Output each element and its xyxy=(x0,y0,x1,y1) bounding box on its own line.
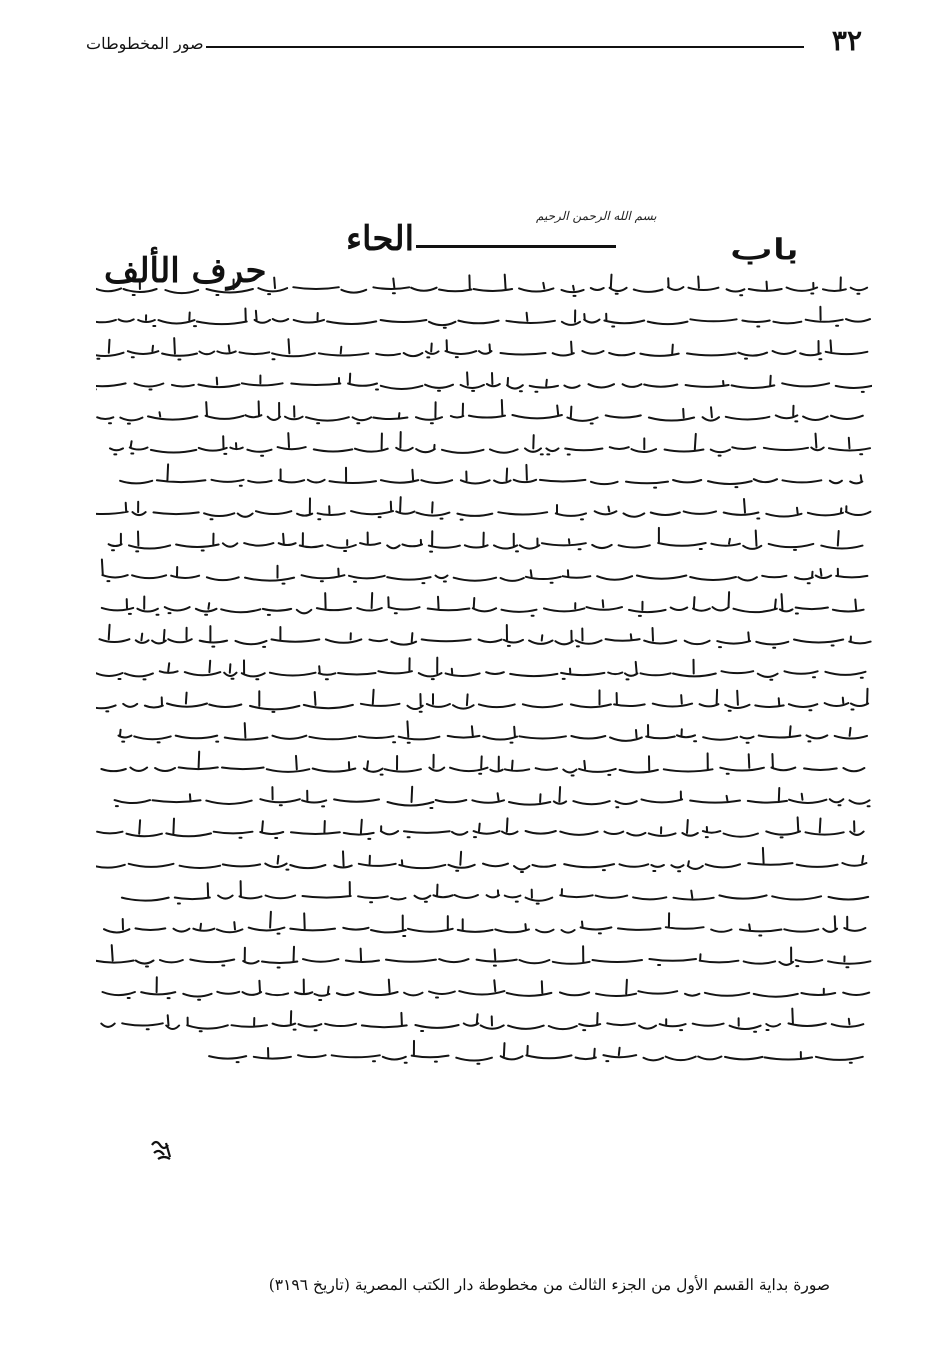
manuscript-line xyxy=(96,907,872,938)
script-strokes xyxy=(96,811,872,842)
manuscript-line xyxy=(96,715,872,746)
ink-stroke xyxy=(101,752,864,776)
ink-stroke xyxy=(96,338,867,359)
page-header xyxy=(86,26,862,56)
ink-stroke xyxy=(96,945,870,967)
ink-stroke xyxy=(120,464,862,487)
handwritten-script-lines xyxy=(96,267,872,1067)
script-strokes xyxy=(96,363,872,394)
script-strokes xyxy=(96,875,872,906)
basmala: بسم الله الرحمن الرحيم xyxy=(536,209,657,223)
ink-stroke xyxy=(100,625,871,648)
script-strokes xyxy=(96,683,872,714)
script-strokes xyxy=(96,587,872,618)
script-strokes xyxy=(96,843,872,874)
manuscript-line xyxy=(96,619,872,650)
manuscript-line xyxy=(96,331,872,362)
ink-stroke xyxy=(96,848,866,872)
manuscript-line xyxy=(96,491,872,522)
script-strokes xyxy=(96,555,872,586)
ink-stroke xyxy=(96,658,866,680)
ink-stroke xyxy=(102,560,868,584)
script-strokes xyxy=(96,395,872,426)
script-strokes xyxy=(96,299,872,330)
script-strokes xyxy=(96,907,872,938)
manuscript-line xyxy=(96,523,872,554)
script-strokes xyxy=(96,331,872,362)
manuscript-line xyxy=(96,939,872,970)
script-strokes xyxy=(96,491,872,522)
page-number: ٣٢ xyxy=(831,24,862,57)
header-rule xyxy=(206,46,804,48)
ink-stroke xyxy=(97,817,864,839)
script-strokes xyxy=(96,971,872,1002)
ink-stroke xyxy=(103,977,870,1000)
manuscript-line xyxy=(96,427,872,458)
manuscript-line xyxy=(96,1003,872,1034)
ink-stroke xyxy=(119,721,868,742)
ink-stroke xyxy=(122,881,868,904)
heading-harf: حرف الألف xyxy=(104,251,267,291)
manuscript-line xyxy=(96,267,872,298)
script-strokes xyxy=(96,779,872,810)
ink-stroke xyxy=(209,1041,863,1064)
heading-ha: الحاء xyxy=(346,219,415,259)
manuscript-line xyxy=(96,555,872,586)
running-title: صور المخطوطات xyxy=(86,34,204,53)
ink-stroke xyxy=(96,306,870,328)
manuscript-line xyxy=(96,747,872,778)
script-strokes xyxy=(96,715,872,746)
figure-caption: صورة بداية القسم الأول من الجزء الثالث من مخطوطة دار الكتب المصرية (تاريخ ٣١٩٦) xyxy=(268,1276,830,1294)
manuscript-line xyxy=(96,875,872,906)
manuscript-line xyxy=(96,459,872,490)
ink-stroke xyxy=(104,912,865,936)
manuscript-line xyxy=(96,587,872,618)
script-strokes xyxy=(96,1035,872,1066)
script-strokes xyxy=(96,459,872,490)
ink-stroke xyxy=(96,497,870,519)
ink-stroke xyxy=(102,592,864,616)
manuscript-line xyxy=(96,683,872,714)
manuscript-line xyxy=(96,395,872,426)
ink-stroke xyxy=(96,689,868,712)
script-strokes xyxy=(96,1003,872,1034)
manuscript-line xyxy=(96,971,872,1002)
ink-stroke xyxy=(109,528,863,552)
manuscript-line xyxy=(96,811,872,842)
ink-stroke xyxy=(115,787,870,808)
heading-ha-group xyxy=(346,219,616,259)
manuscript-line xyxy=(96,779,872,810)
ink-stroke xyxy=(97,400,863,424)
manuscript-line xyxy=(96,651,872,682)
script-strokes xyxy=(96,619,872,650)
script-strokes xyxy=(96,939,872,970)
script-strokes xyxy=(96,427,872,458)
script-strokes xyxy=(96,267,872,298)
manuscript-line xyxy=(96,299,872,330)
kashida-stroke xyxy=(416,245,616,248)
script-strokes xyxy=(96,523,872,554)
ink-mark-icon xyxy=(148,1135,178,1165)
script-strokes xyxy=(96,651,872,682)
manuscript-line xyxy=(96,843,872,874)
script-strokes xyxy=(96,747,872,778)
manuscript-line xyxy=(96,1035,872,1066)
manuscript-line xyxy=(96,363,872,394)
ink-stroke xyxy=(96,372,872,392)
ink-stroke xyxy=(110,432,870,456)
ink-stroke xyxy=(101,1009,863,1032)
manuscript-image xyxy=(96,205,872,1085)
ink-stroke xyxy=(96,275,867,296)
heading-bab: باب xyxy=(730,233,799,266)
